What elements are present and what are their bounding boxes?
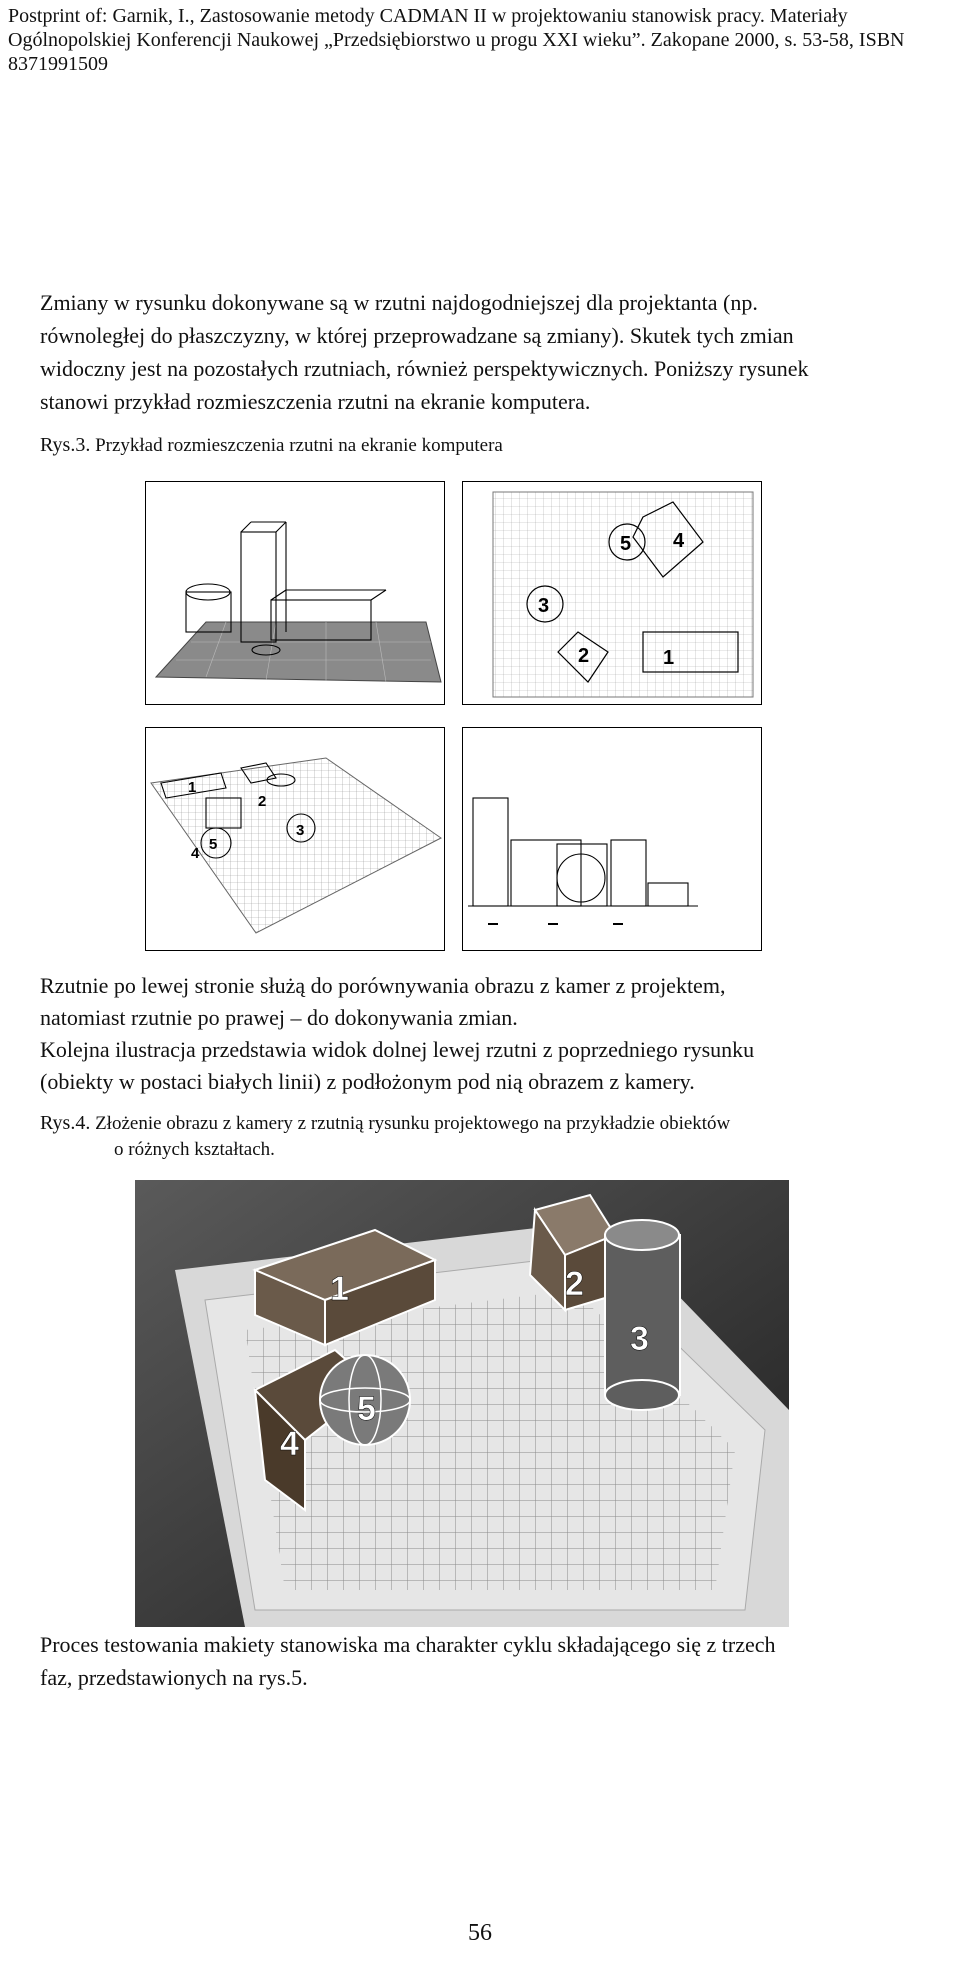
text-line: natomiast rzutnie po prawej – do dokonywania zmian. <box>40 1005 518 1030</box>
text-line: widoczny jest na pozostałych rzutniach, również perspektywicznych. Poniższy rysunek <box>40 356 809 381</box>
viewport-bottom-right <box>462 727 762 951</box>
figure-3-caption <box>40 432 503 459</box>
figure-3-label-4: 4 <box>673 530 685 552</box>
figure-4-caption-line-2: o różnych kształtach. <box>114 1139 275 1160</box>
figure-3-persp-label-3: 3 <box>296 822 305 839</box>
citation-header <box>8 4 952 76</box>
text-line: stanowi przykład rozmieszczenia rzutni na ekranie komputera. <box>40 389 591 414</box>
text-line: Proces testowania makiety stanowiska ma charakter cyklu składającego się z trzech <box>40 1632 776 1657</box>
text-line: faz, przedstawionych na rys.5. <box>40 1665 308 1690</box>
camera-composite-drawing <box>135 1180 789 1627</box>
figure-4-label-4: 4 <box>280 1425 299 1463</box>
figure-3-label-5: 5 <box>620 533 632 555</box>
paragraph-viewports <box>40 970 956 1098</box>
figure-3-persp-label-2: 2 <box>258 793 267 810</box>
perspective-grid-drawing <box>146 728 444 950</box>
front-view-drawing <box>463 728 761 950</box>
figure-4-caption <box>40 1110 940 1163</box>
figure-4-label: Rys.4. <box>40 1112 91 1134</box>
citation-line-2: Ogólnopolskiej Konferencji Naukowej „Przedsiębiorstwo u progu XXI wieku”. Zakopane 2000, s. 53-58, ISBN <box>8 29 905 51</box>
text-line: Zmiany w rysunku dokonywane są w rzutni najdogodniejszej dla projektanta (np. <box>40 290 758 315</box>
paragraph-intro <box>40 286 956 418</box>
figure-3-label-1: 1 <box>663 647 675 669</box>
citation-line-3: 8371991509 <box>8 53 108 75</box>
figure-4-caption-line-1: Złożenie obrazu z kamery z rzutnią rysunku projektowego na przykładzie obiektów <box>95 1113 731 1134</box>
figure-4-label-5: 5 <box>357 1390 376 1428</box>
figure-3-label-3: 3 <box>538 595 550 617</box>
figure-3-label: Rys.3. <box>40 434 91 456</box>
text-line: Rzutnie po lewej stronie służą do porównywania obrazu z kamer z projektem, <box>40 973 726 998</box>
text-line: równoległej do płaszczyzny, w której przeprowadzane są zmiany). Skutek tych zmian <box>40 323 794 348</box>
page-number: 56 <box>468 1920 492 1946</box>
top-view-grid-drawing <box>463 482 761 704</box>
figure-4-label-3: 3 <box>630 1320 649 1358</box>
citation-line-1: Postprint of: Garnik, I., Zastosowanie metody CADMAN II w projektowaniu stanowisk pracy. Materiały <box>8 5 848 27</box>
paragraph-testing <box>40 1628 956 1694</box>
viewport-bottom-left <box>145 727 445 951</box>
figure-3-label-2: 2 <box>578 645 590 667</box>
figure-3-caption-text: Przykład rozmieszczenia rzutni na ekranie komputera <box>95 435 503 456</box>
figure-3-persp-label-1: 1 <box>188 779 197 796</box>
figure-4-label-2: 2 <box>565 1265 584 1303</box>
perspective-view-drawing <box>146 482 444 704</box>
viewport-top-left <box>145 481 445 705</box>
text-line: (obiekty w postaci białych linii) z podłożonym pod nią obrazem z kamery. <box>40 1069 695 1094</box>
camera-composite-image <box>135 1180 789 1627</box>
figure-4-label-1: 1 <box>330 1270 349 1308</box>
viewport-top-right <box>462 481 762 705</box>
text-line: Kolejna ilustracja przedstawia widok dolnej lewej rzutni z poprzedniego rysunku <box>40 1037 755 1062</box>
figure-3-persp-label-5: 5 <box>209 836 218 853</box>
figure-3-persp-label-4: 4 <box>191 845 200 862</box>
